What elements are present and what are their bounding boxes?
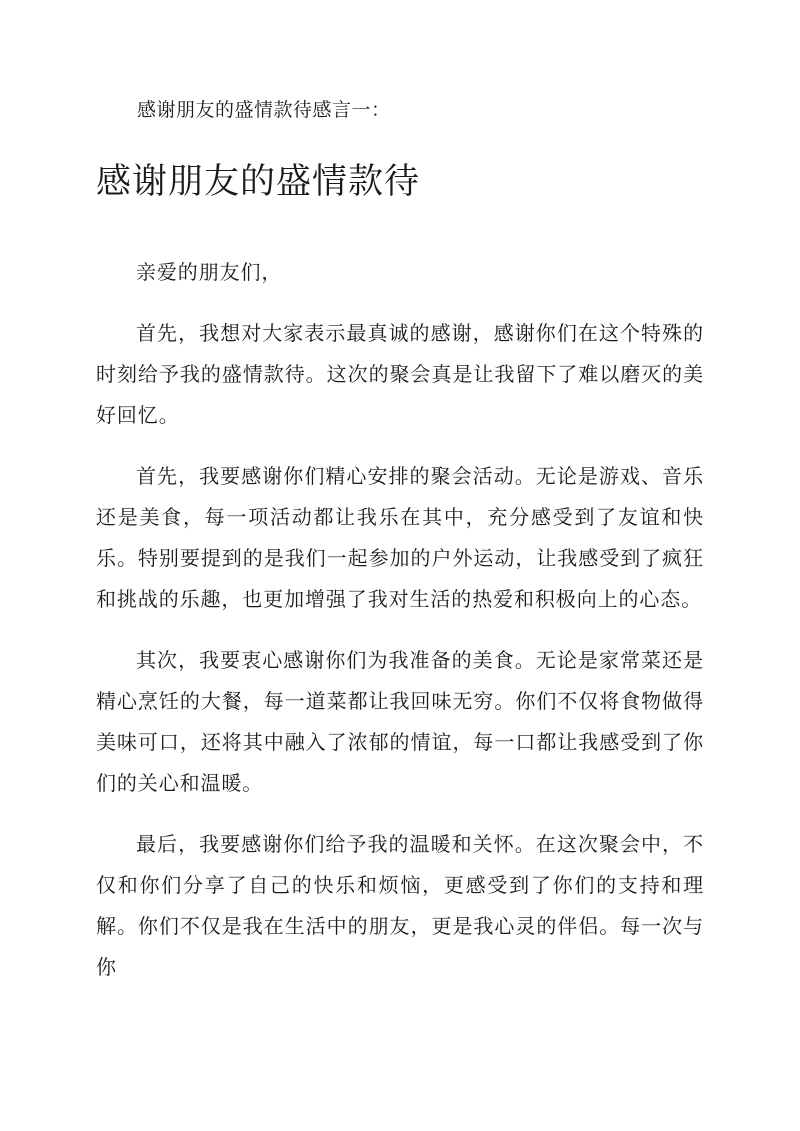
paragraph-1: 首先，我想对大家表示最真诚的感谢，感谢你们在这个特殊的时刻给予我的盛情款待。这次的聚会真是让我留下了难以磨灭的美好回忆。 [96, 321, 704, 427]
greeting: 亲爱的朋友们， [136, 260, 283, 284]
paragraph-3: 其次，我要衷心感谢你们为我准备的美食。无论是家常菜还是精心烹饪的大餐，每一道菜都让我回味无穷。你们不仅将食物做得美味可口，还将其中融入了浓郁的情谊，每一口都让我感受到了你们的关心和温暖。 [96, 648, 704, 795]
document-title: 感谢朋友的盛情款待 [96, 162, 421, 202]
paragraph-4: 最后，我要感谢你们给予我的温暖和关怀。在这次聚会中，不仅和你们分享了自己的快乐和烦恼，更感受到了你们的支持和理解。你们不仅是我在生活中的朋友，更是我心灵的伴侣。每一次与你 [96, 832, 704, 979]
document-subtitle: 感谢朋友的盛情款待感言一： [137, 99, 391, 121]
document-body [96, 252, 704, 1008]
paragraph-2: 首先，我要感谢你们精心安排的聚会活动。无论是游戏、音乐还是美食，每一项活动都让我乐在其中，充分感受到了友谊和快乐。特别要提到的是我们一起参加的户外运动，让我感受到了疯狂和挑战的乐趣，也更加增强了我对生活的热爱和积极向上的心态。 [96, 464, 704, 611]
